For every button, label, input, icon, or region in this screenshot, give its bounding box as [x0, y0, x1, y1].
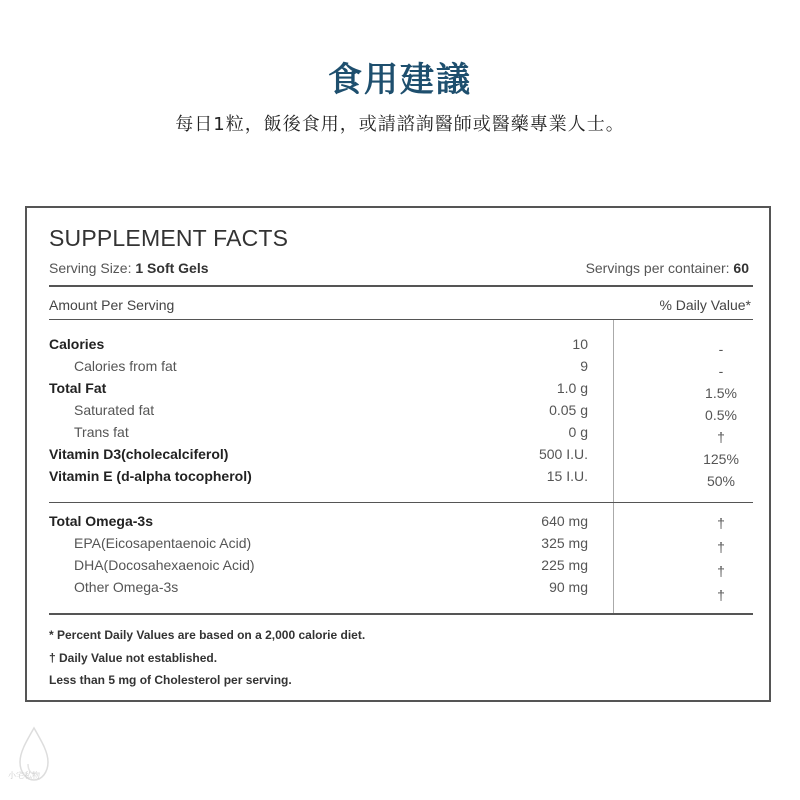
facts-title: SUPPLEMENT FACTS: [49, 225, 289, 251]
nutrient-name: Vitamin D3(cholecalciferol): [49, 446, 229, 462]
nutrient-name: Trans fat: [74, 424, 129, 440]
daily-value: -: [718, 341, 724, 357]
nutrient-amount: 1.0 g: [556, 380, 588, 396]
amount-header: Amount Per Serving: [49, 297, 175, 313]
nutrient-row: [27, 358, 773, 380]
nutrient-amount: 325 mg: [541, 535, 588, 551]
nutrient-row: [27, 513, 773, 535]
divider: [49, 613, 753, 615]
daily-value: 0.5%: [705, 407, 737, 423]
nutrient-amount: 9: [580, 358, 588, 374]
nutrient-name: Calories: [49, 336, 105, 352]
daily-value: †: [717, 539, 725, 555]
daily-value: †: [717, 429, 725, 445]
nutrient-name: Calories from fat: [74, 358, 177, 374]
usage-instruction: 每日1粒，飯後食用，或請諮詢醫師或醫藥專業人士。: [175, 114, 625, 135]
nutrient-name: Vitamin E (d-alpha tocopherol): [49, 468, 252, 484]
divider: [49, 502, 753, 503]
servings-label: Servings per container:: [585, 260, 730, 276]
serving-size: [49, 260, 209, 276]
daily-value: †: [717, 587, 725, 603]
supplement-facts-panel: [25, 206, 771, 702]
nutrient-row: [27, 557, 773, 579]
nutrient-row: [27, 535, 773, 557]
nutrient-amount: 640 mg: [541, 513, 588, 529]
daily-value: †: [717, 515, 725, 531]
nutrient-name: Total Omega-3s: [49, 513, 153, 529]
daily-value: †: [717, 563, 725, 579]
nutrient-amount: 0 g: [568, 424, 588, 440]
servings-per-container: [586, 260, 749, 276]
nutrient-row: [27, 446, 773, 468]
daily-value: 1.5%: [705, 385, 737, 401]
nutrient-amount: 10: [572, 336, 588, 352]
footnote-cholesterol: Less than 5 mg of Cholesterol per serving.: [49, 673, 292, 687]
nutrient-amount: 225 mg: [541, 557, 588, 573]
nutrient-amount: 15 I.U.: [546, 468, 588, 484]
nutrient-amount: 500 I.U.: [538, 446, 588, 462]
servings-value: 60: [733, 260, 749, 276]
serving-size-label: Serving Size:: [49, 260, 132, 276]
watermark-text: 小宅私物: [8, 771, 40, 780]
nutrient-name: DHA(Docosahexaenoic Acid): [74, 557, 255, 573]
daily-value: 50%: [706, 473, 736, 489]
page-title: 食用建議: [328, 60, 472, 100]
daily-value: -: [718, 363, 724, 379]
nutrient-row: [27, 424, 773, 446]
nutrient-name: Saturated fat: [74, 402, 155, 418]
nutrient-row: [27, 336, 773, 358]
footnote-percent-dv: * Percent Daily Values are based on a 2,000 calorie diet.: [49, 628, 366, 642]
nutrient-name: Other Omega-3s: [74, 579, 179, 595]
divider: [49, 285, 753, 287]
serving-size-value: 1 Soft Gels: [135, 260, 209, 276]
nutrient-name: Total Fat: [49, 380, 107, 396]
daily-value-header: % Daily Value*: [659, 297, 751, 313]
serving-info: [49, 260, 749, 276]
daily-value: 125%: [703, 451, 739, 467]
nutrient-amount: 0.05 g: [549, 402, 588, 418]
nutrient-row: [27, 380, 773, 402]
nutrient-amount: 90 mg: [549, 579, 588, 595]
nutrient-row: [27, 402, 773, 424]
divider: [49, 319, 753, 320]
nutrient-row: [27, 468, 773, 490]
nutrient-row: [27, 579, 773, 601]
footnote-dagger: † Daily Value not established.: [49, 651, 218, 665]
amount-header-row: [49, 297, 751, 313]
nutrient-name: EPA(Eicosapentaenoic Acid): [74, 535, 252, 551]
